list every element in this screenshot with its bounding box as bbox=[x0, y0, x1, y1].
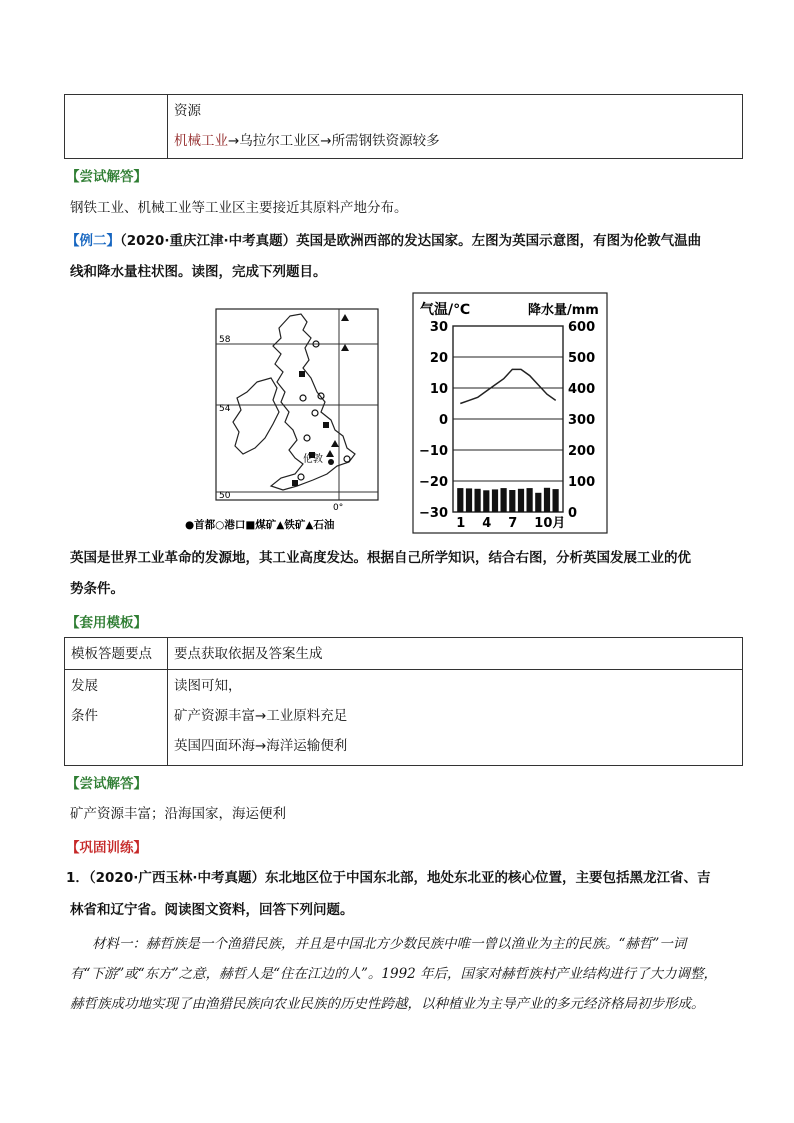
precip-tick-label: 300 bbox=[568, 413, 596, 428]
material-line3: 赫哲族成功地实现了由渔猎民族向农业民族的历史性跨越，以种植业为主导产业的多元经济格局初步形成。 bbox=[70, 996, 705, 1012]
temp-tick-label: 30 bbox=[429, 320, 448, 335]
port-symbol bbox=[318, 393, 324, 399]
table1-line2-rest: →乌拉尔工业区→所需钢铁资源较多 bbox=[228, 133, 440, 149]
example2-line1 bbox=[66, 231, 701, 251]
port-symbol bbox=[312, 410, 318, 416]
resource-table bbox=[64, 94, 743, 159]
table1-line1: 资源 bbox=[174, 103, 201, 119]
template-table bbox=[64, 637, 743, 766]
temp-tick-label: 10 bbox=[429, 382, 448, 397]
material-line2: 有“下游”或“东方”之意，赫哲人是“住在江边的人”。1992 年后，国家对赫哲族村产业结构进行了大力调整， bbox=[70, 966, 718, 982]
iron-symbol bbox=[326, 450, 334, 457]
template-row1-col1: 发展 条件 bbox=[65, 670, 168, 766]
lat-54-label: 54 bbox=[219, 404, 231, 414]
coal-symbol bbox=[299, 371, 305, 377]
table1-line2-highlight: 机械工业 bbox=[174, 133, 228, 149]
precip-tick-label: 400 bbox=[568, 382, 596, 397]
capital-symbol bbox=[328, 459, 334, 465]
example2-tag: 【例二】 bbox=[66, 233, 120, 249]
practice-tag: 【巩固训练】 bbox=[66, 840, 147, 856]
precip-bar bbox=[483, 490, 489, 512]
coal-symbol bbox=[292, 480, 298, 486]
port-symbol bbox=[304, 435, 310, 441]
precip-bar bbox=[535, 493, 541, 512]
precip-tick-label: 600 bbox=[568, 320, 596, 335]
coal-symbol bbox=[323, 422, 329, 428]
temp-tick-label: 0 bbox=[438, 413, 448, 428]
month-tick-label: 10月 bbox=[534, 516, 566, 531]
precip-bar bbox=[527, 488, 533, 512]
map-legend: ●首都○港口■煤矿▲铁矿▲石油 bbox=[185, 519, 335, 531]
precip-tick-label: 0 bbox=[568, 506, 578, 521]
precip-bar bbox=[457, 488, 463, 512]
resource-table-left-cell bbox=[65, 95, 168, 159]
table1-line2 bbox=[174, 131, 742, 151]
precip-tick-label: 500 bbox=[568, 351, 596, 366]
question-line2: 势条件。 bbox=[70, 581, 124, 597]
question-line1: 英国是世界工业革命的发源地，其工业高度发达。根据自己所学知识，结合右图，分析英国发展工业的优 bbox=[70, 550, 691, 566]
month-tick-label: 1 bbox=[456, 516, 466, 531]
month-tick-label: 4 bbox=[482, 516, 492, 531]
precip-axis-title: 降水量/mm bbox=[528, 303, 599, 318]
template-tag: 【套用模板】 bbox=[66, 615, 147, 631]
precip-bar bbox=[475, 489, 481, 512]
lon-0-label: 0° bbox=[333, 503, 344, 513]
iron-symbol bbox=[331, 440, 339, 447]
port-symbol bbox=[344, 456, 350, 462]
precip-bar bbox=[466, 488, 472, 512]
precip-bar bbox=[501, 488, 507, 512]
lat-50-label: 50 bbox=[219, 491, 231, 501]
template-header-col2: 要点获取依据及答案生成 bbox=[168, 638, 743, 670]
try-answer-tag-1: 【尝试解答】 bbox=[66, 169, 147, 185]
q1-line1: 1．（2020·广西玉林·中考真题）东北地区位于中国东北部，地处东北亚的核心位置，主要包括黑龙江省、吉 bbox=[66, 870, 711, 886]
uk-map bbox=[185, 302, 385, 538]
template-row1-col2: 读图可知， 矿产资源丰富→工业原料充足 英国四面环海→海洋运输便利 bbox=[168, 670, 743, 766]
example2-line1-text: （2020·重庆江津·中考真题）英国是欧洲西部的发达国家。左图为英国示意图，有图为伦敦气温曲 bbox=[120, 233, 702, 249]
precip-bar bbox=[553, 489, 559, 512]
precip-bar bbox=[518, 489, 524, 512]
temp-tick-label: −20 bbox=[419, 475, 448, 490]
precip-bar bbox=[492, 489, 498, 512]
material-line1: 材料一：赫哲族是一个渔猎民族，并且是中国北方少数民族中唯一曾以渔业为主的民族。“赫哲”一词 bbox=[92, 936, 687, 952]
climate-chart bbox=[412, 292, 608, 534]
answer-1: 钢铁工业、机械工业等工业区主要接近其原料产地分布。 bbox=[70, 200, 408, 216]
temp-tick-label: −10 bbox=[419, 444, 448, 459]
example2-line2: 线和降水量柱状图。读图，完成下列题目。 bbox=[70, 264, 327, 280]
temp-tick-label: −30 bbox=[419, 506, 448, 521]
temp-axis-title: 气温/℃ bbox=[420, 302, 471, 318]
london-label: 伦敦 bbox=[303, 454, 323, 465]
month-tick-label: 7 bbox=[508, 516, 518, 531]
temp-tick-label: 20 bbox=[429, 351, 448, 366]
answer-2: 矿产资源丰富；沿海国家，海运便利 bbox=[70, 806, 286, 822]
lat-58-label: 58 bbox=[219, 335, 231, 345]
precip-bar bbox=[509, 490, 515, 512]
precip-tick-label: 100 bbox=[568, 475, 596, 490]
q1-line2: 林省和辽宁省。阅读图文资料，回答下列问题。 bbox=[70, 902, 354, 918]
oil-symbol bbox=[341, 314, 349, 321]
resource-table-right-cell bbox=[168, 95, 743, 159]
template-header-col1: 模板答题要点 bbox=[65, 638, 168, 670]
precip-tick-label: 200 bbox=[568, 444, 596, 459]
precip-bar bbox=[544, 488, 550, 512]
port-symbol bbox=[300, 395, 306, 401]
oil-symbol bbox=[341, 344, 349, 351]
port-symbol bbox=[298, 474, 304, 480]
temperature-line bbox=[460, 369, 555, 403]
ireland-outline bbox=[233, 378, 279, 454]
try-answer-tag-2: 【尝试解答】 bbox=[66, 776, 147, 792]
